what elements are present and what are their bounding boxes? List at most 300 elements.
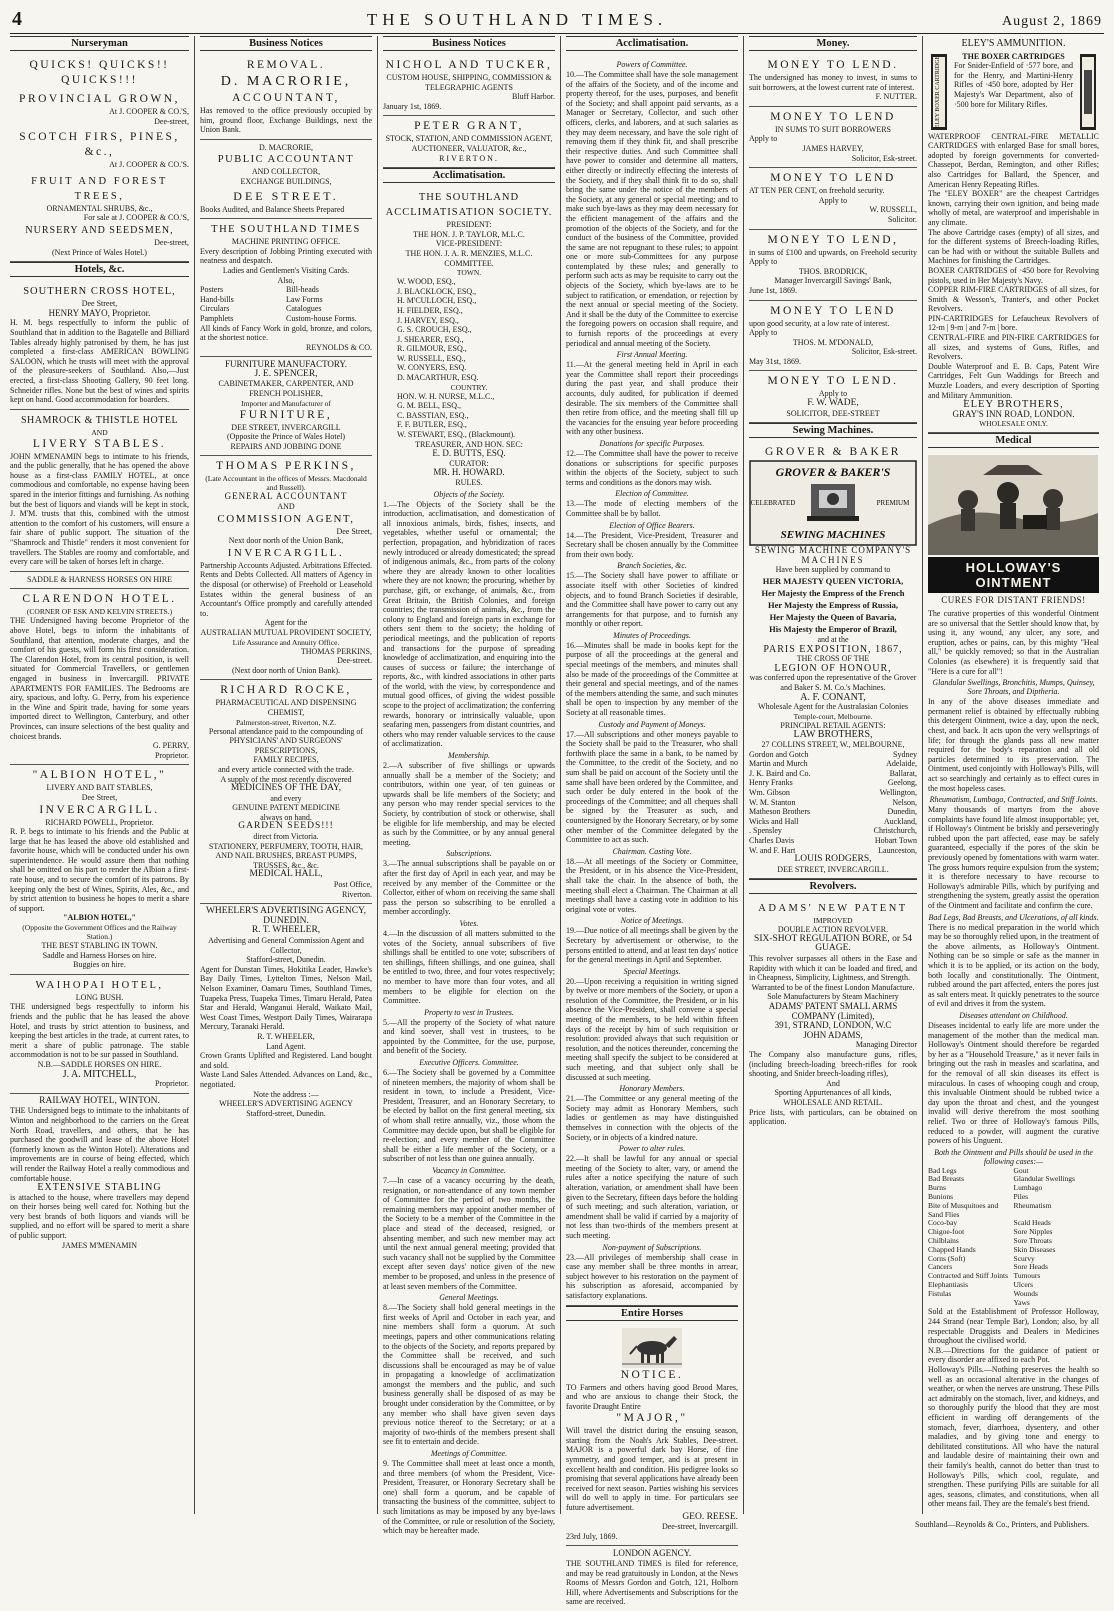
ad-title: FRUIT AND FOREST TREES,	[31, 175, 168, 202]
ad-body: Price lists, with particulars, can be obtained on application.	[749, 1107, 917, 1127]
ad-text: Land Agent.	[266, 1041, 306, 1051]
rule-text: 1.—The Objects of the Society shall be the introduction, acclimatisation, and domestication of all innoxious animals, birds, fishes, insects, and vegetables, whether useful or ornamental; the perfection, propagation, and hybridization of races newly introduced or already domesticated; the spread of indigenous animals, &c., from parts of the colony where they are already known to other localities where they are not known; the procuring, whether by purchase, gift, or exchange, of animals, &c., from Great Britain, the British Colonies, and foreign countries; the transmission of animals, &c., from the colony to England and foreign parts in exchange for others sent them to the society; the holding of periodical meetings, and the publication of reports and transactions for the purpose of spreading knowledge of acclimatization, and enquiring into the causes of success or failure; the interchange of reports, &c., with kindred associations in other parts of the world, with the view, by correspondence and mutual good offices, of giving the widest possible scope to the project of acclimatization; the conferring rewards, honorary or intrinsically valuable, upon seafaring men, passengers from distant countries, and others who may render valuable services to the cause of acclimatization.	[383, 499, 555, 749]
ad-text: SOLICITOR, DEE-STREET	[786, 408, 880, 418]
committee-member: H. FIELDER, ESQ.,	[397, 305, 463, 315]
ad-text: At J. COOPER & CO.'S,	[109, 107, 189, 116]
ad-shamrock	[10, 410, 189, 572]
ad-title: RICHARD ROCKE,	[220, 684, 352, 697]
ad-title: MONEY TO LEND	[770, 110, 896, 123]
agent-name: Martin and Murch	[749, 759, 808, 769]
committee-member: R. GILMOUR, ESQ.,	[397, 344, 467, 354]
rule-heading: Non-payment of Subscriptions.	[602, 1242, 702, 1252]
column-4	[560, 36, 743, 1607]
ad-body: Diseases incidental to early life are more under the management of the mother than the medical man. Holloway's Ointment should therefore be regarded by her as a "Household Treasure," as it never fails in bringing out the rash in measles and scarlatina, and for the removal of all skin diseases its effect is miraculous. In cases of whooping cough and croup, this invaluable Ointment should be rubbed twice a day upon the throat and chest, and the youngest invalid will derive therefrom the most soothing relief. Two or three of Holloway's famous Pills, reduced to a powder, will augment the curative powers of his Unguent.	[928, 1020, 1099, 1146]
ad-title: PROVINCIAL GROWN,	[19, 93, 180, 105]
ad-clarendon	[10, 589, 189, 765]
ad-entire-horse	[566, 1325, 738, 1547]
ad-money-brodrick	[749, 230, 917, 301]
agent-name: Wm. Gibson	[749, 787, 790, 797]
ad-title: NICHOL AND TUCKER,	[385, 59, 553, 71]
ad-peter-grant	[383, 116, 555, 168]
ad-title: WHEELER'S ADVERTISING AGENCY, DUNEDIN.	[205, 906, 367, 926]
ad-title: THOMAS PERKINS,	[216, 460, 356, 473]
agent-city: Sydney	[893, 749, 917, 759]
rule-text: 17.—All subscriptions and other moneys payable to the Society shall be paid to the Treasurer, who shall forthwith place the same in a bank, to be named by the Committee, to the credit of the Society, and no sum shall be paid on account of the Society until the same shall have been ordered by the Committee, and such order be duly entered in the book of the proceedings of the Committee; and all cheques shall be signed by the Treasurer as such, and countersigned by the Honorary Secretary, or by some other member of the Committee delegated by the Committee to act as such.	[566, 729, 738, 845]
ad-body: TO Farmers and others having good Brood Mares, and who are anxious to change their Stock, the favorite Draught Entire	[566, 1382, 738, 1411]
rule-heading: Bad Legs, Bad Breasts, and Ulcerations, of all kinds.	[928, 912, 1099, 922]
rule-text: 14.—The President, Vice-President, Treasurer and Secretary shall be chosen annually by the Committee from their own body.	[566, 530, 738, 559]
ailment: Burns	[928, 1183, 946, 1193]
ad-body: Will travel the district during the ensuing season, starting from the Noah's Ark Stables, Dee-street. MAJOR is a powerful dark bay Horse, of fine symmetry, and good temper, and is at present in excellent health and condition. His pedigree looks so promising that several applications have already been received for next season. Parties wishing his services will do well to apply in time. For particulars see future advertisement.	[566, 1426, 738, 1513]
section-heading: Revolvers.	[749, 879, 917, 894]
ad-holloway	[928, 452, 1099, 1513]
ad-title: NURSERY AND SEEDSMEN,	[25, 224, 174, 236]
ad-text: CABINETMAKER, CARPENTER, AND	[218, 379, 354, 389]
ad-body: is attached to the house, where travellers may depend on their horses being well cared for. Nothing but the very best brands of both liquors and viands will be supplied, and no effort will be spared to merit a share of public support.	[10, 1192, 189, 1241]
ad-title: MONEY TO LEND.	[767, 375, 899, 388]
rule-text: 18.—At all meetings of the Society or Committee, the President, or in his absence the Vice-President, shall take the chair. In the absence of both, the meeting shall elect a Chairman. The Chairman at all meetings shall have a casting vote in addition to his original vote or votes.	[566, 856, 738, 914]
ad-title: PUBLIC ACCOUNTANT	[217, 154, 355, 166]
ad-signature: JAMES M'MENAMIN	[61, 1240, 137, 1250]
rule-heading: Custody and Payment of Moneys.	[598, 719, 706, 729]
ad-body: The "ELEY BOXER" are the cheapest Cartridges known, carrying their own ignition, and being made wholly of metal, are waterproof and imperishable in any climate.	[928, 189, 1099, 227]
ad-title: "ALBION HOTEL,"	[32, 769, 167, 782]
ad-text: For sale at J. COOPER & CO.'S,	[83, 213, 189, 223]
ad-title: MONEY TO LEND	[770, 304, 896, 317]
ad-text: and every article connected with the trade.	[218, 764, 354, 774]
ad-text: and at the	[817, 635, 849, 645]
ad-body: in sums of £100 and upwards, on Freehold security Apply to	[749, 247, 917, 267]
column-6	[922, 36, 1104, 1514]
holloway-illustration	[928, 455, 1098, 555]
committee-country-list	[383, 392, 555, 440]
ad-signature: JAMES HARVEY,	[802, 143, 864, 153]
ailment: Chilblains	[928, 1236, 959, 1246]
rule-heading: Powers of Committee.	[616, 60, 688, 69]
ad-text: Stafford-street, Dunedin.	[246, 1108, 326, 1118]
ad-text: COUNTRY.	[450, 382, 488, 392]
ad-text: SEWING MACHINE COMPANY'S	[754, 545, 912, 556]
ad-body: All kinds of Fancy Work in gold, bronze, and colors, at the shortest notice.	[200, 323, 372, 343]
cartridge-icon	[1077, 52, 1099, 132]
ad-title: NOTICE.	[620, 1368, 684, 1381]
ad-text: MEDICAL HALL,	[249, 869, 323, 880]
ad-nichol-tucker	[383, 55, 555, 116]
ad-saddle	[10, 572, 189, 590]
agent-row	[749, 817, 917, 827]
ad-text: Solicitor, Esk-street.	[851, 347, 917, 357]
royal-patron: Her Majesty the Queen of Bavaria,	[769, 612, 897, 623]
section-heading: Acclimatisation.	[566, 36, 738, 51]
ad-body: Double Waterproof and E. B. Caps, Patent Wire Cartridges, Felt Gun Waddings for Breech and Muzzle Loaders, and every description of Sporting and Military Ammunition.	[928, 361, 1099, 400]
ad-title: THE SOUTHLAND ACCLIMATISATION SOCIETY.	[385, 192, 553, 219]
retail-agents-list	[749, 750, 917, 856]
committee-member: W. WOOD, ESQ.,	[397, 277, 456, 287]
ad-text: A. F. CONANT,	[800, 691, 866, 703]
rule-text: 7.—In case of a vacancy occurring by the death, resignation, or non-attendance of any town member of Committee for the period of two months, the remaining members may appoint another member of the Society to be a member of the Committee in the place and stead of the deceased, resigned, or absenting member, and such new member may act until the next annual general meeting; provided that such vacancy shall not be supplied by the Committee except after seven days' notice given of the new member to be proposed, and unless in the presence of at least seven members of the Committee.	[383, 1176, 555, 1291]
ad-text: GARDEN SEEDS!!!	[238, 821, 334, 832]
ad-wheeler	[200, 904, 372, 1122]
ad-text: R. T. WHEELER,	[251, 925, 321, 936]
ad-eley-ammunition	[928, 36, 1099, 433]
agent-name: Charles Davis	[749, 835, 795, 845]
logo-right-text: PREMIUM	[876, 499, 910, 508]
ad-text: 27 COLLINS STREET, W., MELBOURNE,	[761, 739, 905, 749]
section-heading: Acclimatisation.	[383, 168, 555, 183]
agent-row	[749, 807, 917, 817]
rule-heading: Branch Societies, &c.	[617, 561, 687, 571]
ad-body: Partnership Accounts Adjusted. Arbitrations Effected. Rents and Debts Collected. All matters of Agency in the disposal (or otherwise) of Freehold or Leasehold Estates within the general business of an Accountant's Office promptly and carefully attended to.	[200, 560, 372, 618]
ailment: Chigoe-foot	[928, 1227, 965, 1237]
agent-name: J. K. Baird and Co.	[749, 768, 811, 778]
ad-text: IN SUMS TO SUIT BORROWERS	[774, 124, 892, 134]
holloway-banner: HOLLOWAY'S OINTMENT	[928, 557, 1099, 593]
ailment: Yaws	[1013, 1297, 1030, 1307]
ad-text: THE HON. J. A. R. MENZIES, M.L.C.	[405, 248, 533, 258]
ad-text: ORNAMENTAL SHRUBS, &c.,	[46, 203, 153, 213]
committee-member: J. BLACKLOCK, ESQ.,	[397, 286, 477, 296]
ailment: Wounds	[1013, 1288, 1038, 1298]
agent-row	[749, 836, 917, 846]
ailment: Ulcers	[1013, 1280, 1034, 1290]
ad-text: LOUIS RODGERS,	[794, 854, 872, 865]
committee-member: G. M. BELL, ESQ.,	[397, 401, 461, 411]
ad-text: WHOLESALE AND RETAIL.	[783, 1097, 883, 1107]
rule-heading: Minutes of Proceedings.	[613, 630, 691, 640]
newspaper-title: THE SOUTHLAND TIMES.	[366, 10, 668, 29]
ad-text: (Opposite the Government Offices and the Railway Station.)	[22, 923, 177, 942]
ad-text: "ALBION HOTEL,"	[63, 913, 136, 923]
ad-body: Books Audited, and Balance Sheets Prepared	[200, 204, 345, 214]
ad-title: WAIHOPAI HOTEL,	[35, 979, 164, 991]
print-item: Law Forms	[286, 294, 323, 304]
section-heading: Nurseryman	[10, 36, 189, 51]
ad-text: Dee Street,	[336, 526, 372, 536]
rule-text: 5.—All the property of the Society of what nature and kind soever, shall vest in trustees, to be appointed by the Committee, for the use, purpose, and benefit of the Society.	[383, 1017, 555, 1056]
ad-text: FAMILY RECIPES,	[253, 755, 319, 765]
ad-body: Personal attendance paid to the compounding of PHYSICIANS' AND SURGEONS' PRESCRIPTIONS,	[208, 726, 364, 755]
ad-body: THE Undersigned having become Proprietor of the above Hotel, begs to inform the inhabitants of Southland, that attention, moderate charges, and the comfort of his guests, will form his first consideration. The Clarendon Hotel, from its central position, is well situated for Commercial Travellers, or gentlemen engaged in business in Invercargill. PRIVATE APARTMENTS FOR FAMILIES. The Bedrooms are airy, spacious, and lofty. G. Perry, from his experience in the Wine and Spirit trade, having for some years imported direct to Wellington, Canterbury, and other Provinces, can insure selections of the best quality and choicest brands.	[10, 616, 189, 741]
rule-text: 4.—In the discussion of all matters submitted to the votes of the Society, annual subscribers of five shillings shall be entitled to one vote; subscribers of ten shillings, fifteen shillings, and one guinea, shall be entitled to two, three, and four votes respectively; no member to have more than four votes, and all members to be eligible for election on the Committee.	[383, 928, 555, 1006]
ad-text: VICE-PRESIDENT:	[435, 239, 503, 249]
ad-text: AND	[91, 427, 108, 437]
ad-text: PHARMACEUTICAL AND DISPENSING CHEMIST,	[215, 698, 357, 717]
ad-text: Saddle and Harness Horses on hire.	[42, 950, 157, 960]
committee-member: C. BASSTIAN, ESQ.,	[397, 410, 469, 420]
ad-southland-times-printing	[200, 219, 372, 357]
ad-text: (CORNER OF ESK AND KELVIN STREETS.)	[26, 607, 173, 617]
committee-member: J. HARVEY, ESQ.,	[397, 315, 459, 325]
ad-signature: REYNOLDS & CO.	[305, 342, 372, 352]
ad-text: Apply to	[818, 389, 848, 399]
ad-title: DEE STREET.	[233, 188, 339, 203]
ad-text: LIVERY AND BAIT STABLES,	[46, 783, 153, 793]
ad-body: Sold at the Establishment of Professor Holloway, 244 Strand (near Temple Bar), London; also, by all respectable Druggists and Dealers in Medicines throughout the civilised world.	[928, 1307, 1099, 1346]
ad-text: Bluff Harbor.	[512, 92, 555, 102]
ad-grover-baker	[749, 442, 917, 879]
rule-text: 23.—All privileges of membership shall cease in case any member shall be three months in arrear, subject however to his restoration on the payment of his subscription as aforesaid, accompanied by satisfactory explanations.	[566, 1252, 738, 1300]
agent-name: W. and F. Hart	[749, 845, 796, 855]
agent-city: Launceston,	[878, 845, 917, 855]
rule-heading: Rheumatism, Lumbago, Contracted, and Stiff Joints.	[929, 795, 1098, 805]
agent-name: Gordon and Gotch	[749, 749, 809, 759]
agent-name: Matheson Brothers	[749, 807, 811, 817]
committee-member: D. MACARTHUR, ESQ.	[397, 373, 479, 383]
ad-text: THE BOXER CARTRIDGES	[962, 51, 1065, 61]
cartridge-label: ELEY BOXER CARTRIDGE	[935, 55, 941, 128]
column-2	[194, 36, 377, 1514]
ad-text: A supply of the most recently discovered	[220, 774, 352, 784]
ad-body: upon good security, at a low rate of interest.	[749, 318, 890, 328]
ad-body: Waste Land Sales Attended. Advances on Land, &c., negotiated.	[200, 1070, 372, 1089]
rule-heading: Objects of the Society.	[433, 489, 505, 499]
ad-body: In any of the above diseases immediate and permanent relief is obtained by effectually rubbing this detergent Ointment, twice a day, upon the neck, chest, and back. It acts upon the very wellsprings of life; for through the glands pass all new matter required for the body's reparation and all old particles determined to its preservation. The Ointment, used conjointly with Holloway's Pills, will act so searchingly and certainly as to effect cures in the most hopeless cases.	[928, 697, 1099, 793]
ad-text: Sporting Appurtenances of all kinds,	[774, 1088, 892, 1098]
ad-title: INVERCARGILL.	[39, 803, 160, 816]
ad-signature: J. A. MITCHELL,	[62, 1068, 137, 1080]
ad-text: E. D. BUTTS, ESQ.	[432, 448, 506, 459]
ad-title: ADAMS' NEW PATENT	[758, 903, 908, 915]
rule-heading: Membership.	[448, 751, 490, 761]
royal-patron: His Majesty the Emperor of Brazil,	[769, 624, 897, 635]
ad-text: Proprietor.	[155, 1079, 189, 1089]
ad-text: Agent for the	[264, 618, 308, 628]
ad-body: This revolver surpasses all others in the Ease and Rapidity with which it can be loaded and fired, and in Cheapness, Simplicity, Lightness, and Strength.	[749, 954, 917, 983]
ad-title: INVERCARGILL.	[227, 546, 345, 559]
committee-member: J. SHEARER, ESQ.,	[397, 334, 464, 344]
page-number: 4	[12, 8, 22, 30]
ailment: Fistulas	[928, 1288, 952, 1298]
committee-member: F. F. BUTLER, ESQ.,	[397, 420, 467, 430]
committee-member: H. M'CULLOCH, ESQ.,	[397, 296, 477, 306]
agent-row	[749, 798, 917, 808]
ad-text: THE HON. J. P. TAYLOR, M.L.C.	[413, 229, 525, 239]
ad-text: January 1st, 1869.	[383, 101, 442, 111]
agent-row	[749, 759, 917, 769]
rule-heading: Both the Ointment and Pills should be used in the following cases:—	[934, 1147, 1093, 1166]
ad-signature: W. RUSSELL,	[869, 205, 917, 215]
ad-text: EXCHANGE BUILDINGS,	[240, 176, 332, 186]
ad-title: ACCOUNTANT,	[232, 92, 340, 104]
ailment: Coco-bay	[928, 1218, 958, 1228]
ad-text: PARIS EXPOSITION, 1867,	[763, 643, 903, 655]
ad-removal	[200, 55, 372, 140]
ailment	[928, 1299, 1014, 1308]
ad-text: N.B.—SADDLE HORSES ON HIRE.	[37, 1059, 162, 1069]
ad-body: There is no medical preparation in the world which may be so thoroughly relied upon, in the treatment of the above ailments, as Holloway's Ointment. Nothing can be so simple or safe as the manner in which it is to be applied, or its action on the body, both locally and constitutionally. The Ointment, rubbed around the part affected, enters the pores just as salt enters meat. It quickly penetrates to the source of evil and drives it from the system.	[928, 922, 1099, 1009]
ad-text: PRESIDENT:	[446, 220, 492, 230]
masthead	[10, 8, 1104, 34]
rule-text: 8.—The Society shall hold general meetings in the first weeks of April and October in each year, and nine members shall form a quorum. At such meetings, papers and other communications relating to the objects of the Society, and reports prepared by the Committee shall be received, and such discussions shall be encouraged as may be of value in propagating a knowledge of acclimatization amongst the members and the public, and such business generally shall be disposed of as may be brought under consideration by the Committee, or by any member who shall have given seven days previous notice thereof to the Secretary; or at a majority of two-thirds of the members present shall see fit to entertain and decide.	[383, 1303, 555, 1447]
ad-signature: THOMAS PERKINS,	[300, 646, 372, 656]
ad-text: Have been supplied by command to	[775, 565, 891, 575]
ad-signature: THOS. M. M'DONALD,	[792, 337, 874, 347]
ad-text: WHEELER'S ADVERTISING AGENCY	[219, 1099, 353, 1109]
ad-text: DOUBLE ACTION REVOLVER.	[777, 925, 889, 935]
ad-text: Riverton.	[342, 889, 372, 899]
rule-text: 3.—The annual subscriptions shall be payable on or after the first day of April in each year, and may be received by any member of the Committee or the Collector, either of whom on receiving the same shall pass the person so subscribing to be enrolled a member accordingly.	[383, 859, 555, 917]
ad-text: Also,	[277, 275, 295, 285]
ad-money-harvey	[749, 107, 917, 168]
ad-thomas-perkins	[200, 456, 372, 680]
ad-title: ELEY'S AMMUNITION.	[961, 38, 1066, 49]
ad-text: Ladies and Gentlemen's Visiting Cards.	[222, 265, 350, 275]
ad-title: MONEY TO LEND,	[767, 233, 899, 246]
ad-body: The curative properties of this wonderful Ointment are so universal that the Settler should know that, by using it, any wound, any ulcer, any sore, and eruption, aches or pains, can, by this mighty "Heal all," be quickly removed; so that in the Australian Colonies (as elsewhere) it is frequently said that "Here is a cure for all"!	[928, 609, 1099, 676]
agent-city: Wellington,	[879, 787, 917, 797]
ad-title: THE SOUTHLAND TIMES	[211, 224, 361, 236]
ad-text: TOWN.	[456, 268, 482, 278]
ad-text: direct from Victoria.	[253, 832, 319, 842]
ad-text: Advertising and General Commission Agent and Collector,	[208, 936, 364, 955]
column-3	[377, 36, 560, 1536]
column-5	[743, 36, 922, 1514]
ad-text: And	[826, 1078, 840, 1088]
ad-body: The Company also manufacture guns, rifles, (including breech-loading breech-rifles for rook shooting, and Snider breech-loading rifles),	[749, 1050, 917, 1079]
rule-heading: Vacancy in Committee.	[432, 1166, 506, 1175]
ad-title: LONDON AGENCY.	[612, 1548, 692, 1559]
print-item: Hand-bills	[200, 294, 234, 304]
ad-text: Managing Director	[855, 1040, 917, 1050]
print-item: Catalogues	[286, 304, 322, 314]
ad-title: MONEY TO LEND.	[767, 59, 899, 71]
ad-text: PRINCIPAL RETAIL AGENTS:	[780, 720, 886, 730]
ad-title: SCOTCH FIRS, PINES, &c.,	[19, 131, 180, 159]
logo-bottom-text: SEWING MACHINES	[780, 529, 886, 542]
ad-richard-rocke	[200, 680, 372, 904]
agent-city: Geelong,	[887, 778, 917, 788]
ailment: Tumours	[1013, 1271, 1041, 1281]
rule-text: 21.—The Committee or any general meeting of the Society may admit as Honorary Members, such ladies or gentlemen as may have distinguished themselves in connection with the objects of the Society, or in objects of a kindred nature.	[566, 1094, 738, 1142]
ad-signature: THOS. BRODRICK,	[798, 266, 868, 276]
agent-row	[749, 750, 917, 760]
ad-body: H. M. begs respectfully to inform the public of Southland that in addition to the Bagatelle and Billiard Tables already highly patronised by them, he has just completed a first-class AMERICAN BOWLING SALOON, which he trusts will meet with the approval of the pleasure-seekers of Southland. Also,—Just erected, a first-class Shooting Gallery, 90 feet long. Schneider rifles. None but the best of wines and spirits kept on hand. Good accommodation for boarders.	[10, 318, 189, 405]
ad-text: Apply to	[749, 134, 778, 144]
ad-text: WHOLESALE ONLY.	[979, 419, 1048, 429]
ad-body: N.B.—Directions for the guidance of patient or every disorder are affixed to each Pot.	[928, 1345, 1099, 1365]
ad-text: AUSTRALIAN MUTUAL PROVIDENT SOCIETY,	[200, 627, 372, 637]
rule-heading: Special Meetings.	[623, 966, 681, 976]
ad-text: Dee Street,	[81, 299, 118, 309]
ad-text: Importer and Manufacturer of	[241, 398, 331, 408]
ailment: Elephantiasis	[928, 1280, 968, 1290]
ad-text: GENERAL ACCOUNTANT	[224, 491, 348, 502]
committee-town-list	[383, 277, 555, 383]
logo-top-text: GROVER & BAKER'S	[775, 465, 891, 480]
agent-name: W. M. Stanton	[749, 797, 796, 807]
ailment: Scald Heads	[1013, 1218, 1051, 1228]
ad-text: Apply to	[818, 195, 848, 205]
ad-text: J. E. SPENCER,	[254, 368, 318, 379]
ad-text: (Next Prince of Wales Hotel.)	[52, 247, 147, 257]
ad-text: CURATOR:	[449, 458, 489, 468]
ad-waihopai	[10, 975, 189, 1094]
agent-name: Wicks and Hall	[749, 816, 799, 826]
ad-money-russell	[749, 168, 917, 229]
ad-body: WATERPROOF CENTRAL-FIRE METALLIC CARTRIDGES with enlarged Base for small bores, adopted by foreign governments for converted-Chassepot, Berdan, Remington, and other Rifles; also Cartridges for Ballard, the Spencer, and American Henry Repeating Rifles.	[928, 131, 1099, 189]
ad-text: THE BEST STABLING IN TOWN.	[41, 941, 158, 951]
ad-body: Crown Grants Uplifted and Registered. Land bought and sold.	[200, 1051, 372, 1070]
ad-signature: JOHN ADAMS,	[803, 1029, 863, 1040]
ailment: Lumbago	[1013, 1183, 1043, 1193]
ad-text: Dee-street,	[154, 237, 189, 247]
ad-title: EXTENSIVE STABLING	[37, 1182, 162, 1194]
committee-member: W. STEWART, ESQ., (Blackmount).	[397, 430, 516, 440]
rule-heading: Donations for specific Purposes.	[599, 438, 705, 448]
ad-text: LAW BROTHERS,	[793, 729, 873, 741]
rule-heading: General Meetings.	[439, 1293, 499, 1303]
agent-city: Nelson,	[892, 797, 917, 807]
ad-furniture	[200, 357, 372, 456]
ad-text: Manager Invercargill Savings' Bank,	[774, 276, 892, 286]
royal-patron: Her Majesty the Empress of Russia,	[767, 600, 898, 611]
ad-text: STOCK, STATION, AND COMMISSION AGENT,	[385, 134, 553, 144]
ad-body: THE Undersigned begs to intimate to the inhabitants of Winton and neighborhood to the carriers on the Great North Road, travellers, and others, that he has purchased the goodwill and lease of the above Hotel (formerly known as the Winton Hotel). Alterations and improvements are in course of being effected, which will render the Railway Hotel a really commodious and comfortable house.	[10, 1106, 189, 1183]
printer-imprint: Southland—Reynolds & Co., Printers, and Publishers.	[915, 1520, 1089, 1529]
royal-patrons-list	[749, 575, 917, 635]
rule-heading: Property to vest in Trustees.	[424, 1007, 514, 1017]
ad-signature: ELEY BROTHERS,	[963, 399, 1064, 411]
print-item: Bill-heads	[286, 285, 319, 295]
ad-text: AUCTIONEER, VALUATOR, &c.,	[411, 143, 527, 153]
rule-text: 19.—Due notice of all meetings shall be given by the Secretary by advertisement or otherwise, to the persons entitled to attend, and at least ten days' notice for the general meetings in April and September.	[566, 926, 738, 965]
ad-text: LONG BUSH.	[75, 992, 124, 1002]
ad-adams-revolver	[749, 898, 917, 1130]
ad-text: Solicitor.	[887, 214, 917, 224]
logo-left-text: CELEBRATED	[750, 499, 796, 508]
ad-title: QUICKS! QUICKS!! QUICKS!!!	[29, 59, 170, 86]
print-item: Circulars	[200, 304, 230, 314]
committee-member: W. RUSSELL, ESQ.,	[397, 353, 466, 363]
agent-city: Dunedin,	[887, 807, 917, 817]
ad-text: TREASURER, AND HON. SEC:	[415, 439, 523, 449]
ad-body: R. P. begs to intimate to his friends and the Public at large that he has leased the above old established and favorite house, which will be conducted under his own superintendence. He would assure them that nothing shall be omitted on his part to render the Albion a first-rate house, and to secure the comfort of its patrons. By keeping only the best of Wines, Spirits, Ales, &c., and by strict attention to business he hopes to merit a share of support.	[10, 827, 189, 913]
ailment: Corns (Soft)	[928, 1253, 966, 1263]
rule-heading: Executive Officers. Committee.	[419, 1058, 519, 1068]
ailment: Bite of Musquitoes and Sand Flies	[928, 1200, 999, 1219]
ad-text: (Late Accountant in the offices of Messrs. Macdonald and Russell).	[205, 474, 367, 493]
ad-body: The above Cartridge cases (empty) of all sizes, and for the different systems of Breech-loading Rifles, can be had with or without the suitable Bullets and Machines for finishing the Cartridges.	[928, 227, 1099, 266]
ad-body: CENTRAL-FIRE and PIN-FIRE CARTRIDGES for all sizes, and systems of Guns, Rifles, and Revolvers.	[928, 333, 1099, 362]
ad-text: (Next door north of Union Bank).	[232, 665, 340, 675]
ad-money-wade	[749, 371, 917, 423]
ad-text: MR. H. HOWARD.	[433, 467, 505, 478]
ad-text: MACHINE PRINTING OFFICE.	[231, 237, 341, 247]
agent-name: . Spensley	[749, 826, 782, 836]
rule-text: 11.—At the general meeting held in April in each year the Committee shall report their proceedings during the past year, and shall produce their accounts, duly audited, for publication if deemed desirable. The six members of the Committee shall then retire from office, and the meeting shall fill up the vacancies for the ensuing year before proceeding with any other business.	[566, 360, 738, 437]
ad-text: Proprietor.	[155, 750, 189, 760]
horse-icon	[622, 1328, 682, 1368]
ad-signature: GEO. REESE.	[682, 1511, 738, 1522]
committee-member: W. CONYERS, ESQ.	[397, 363, 467, 373]
ailment: Sore Throats	[1013, 1236, 1052, 1246]
agent-city: Hobart Town	[874, 835, 917, 845]
ad-text: AT TEN PER CENT, on freehold security.	[749, 186, 885, 196]
ad-text: RIVERTON.	[439, 153, 499, 163]
ad-body: THE SOUTHLAND TIMES is filed for reference, and may be read gratuitously in London, at the News Rooms of Messrs Gordon and Gotch, 121, Holborn Hill, where Advertisements and Subscriptions for the same are received.	[566, 1559, 738, 1607]
ad-body: Many thousands of martyrs from the above complaints have found life almost insupportable; yet, if Holloway's Ointment be briskly and perseveringly rubbed upon the part affected, ease may be safely guaranteed, especially if the pores of the skin be previously opened by fomentations with warm water. The gross humors require expulsion from the system; it is therefore necessary to have recourse to Holloway's admirable Pills, which by purifying and strengthening the system, greatly assist the operation of the Ointment and facilitate and confirm the cure.	[928, 805, 1099, 911]
ad-title: LIVERY STABLES.	[32, 437, 167, 450]
ad-text: Dee Street,	[81, 792, 118, 802]
ad-text: Dee-street.	[337, 656, 372, 666]
rule-text: 2.—A subscriber of five shillings or upwards annually shall be a member of the Society; and contributors, within one year, of ten guineas or upwards shall be life members of the Society; and any person who may render special services to the Society, by contribution of stock or otherwise, shall be eligible for life membership, and may be elected as such by the Committee, or by any annual general meeting.	[383, 761, 555, 847]
committee-member: G. S. CROUCH, ESQ.,	[397, 325, 472, 335]
ad-text: GENUINE PATENT MEDICINE	[232, 803, 340, 813]
ad-text: SADDLE & HARNESS HORSES ON HIRE	[26, 574, 173, 584]
ad-text: THE CROSS OF THE	[796, 654, 870, 664]
ad-text: AND COLLECTOR,	[251, 167, 321, 177]
ad-text: ADAMS' PATENT SMALL ARMS COMPANY (Limited),	[768, 1001, 898, 1021]
